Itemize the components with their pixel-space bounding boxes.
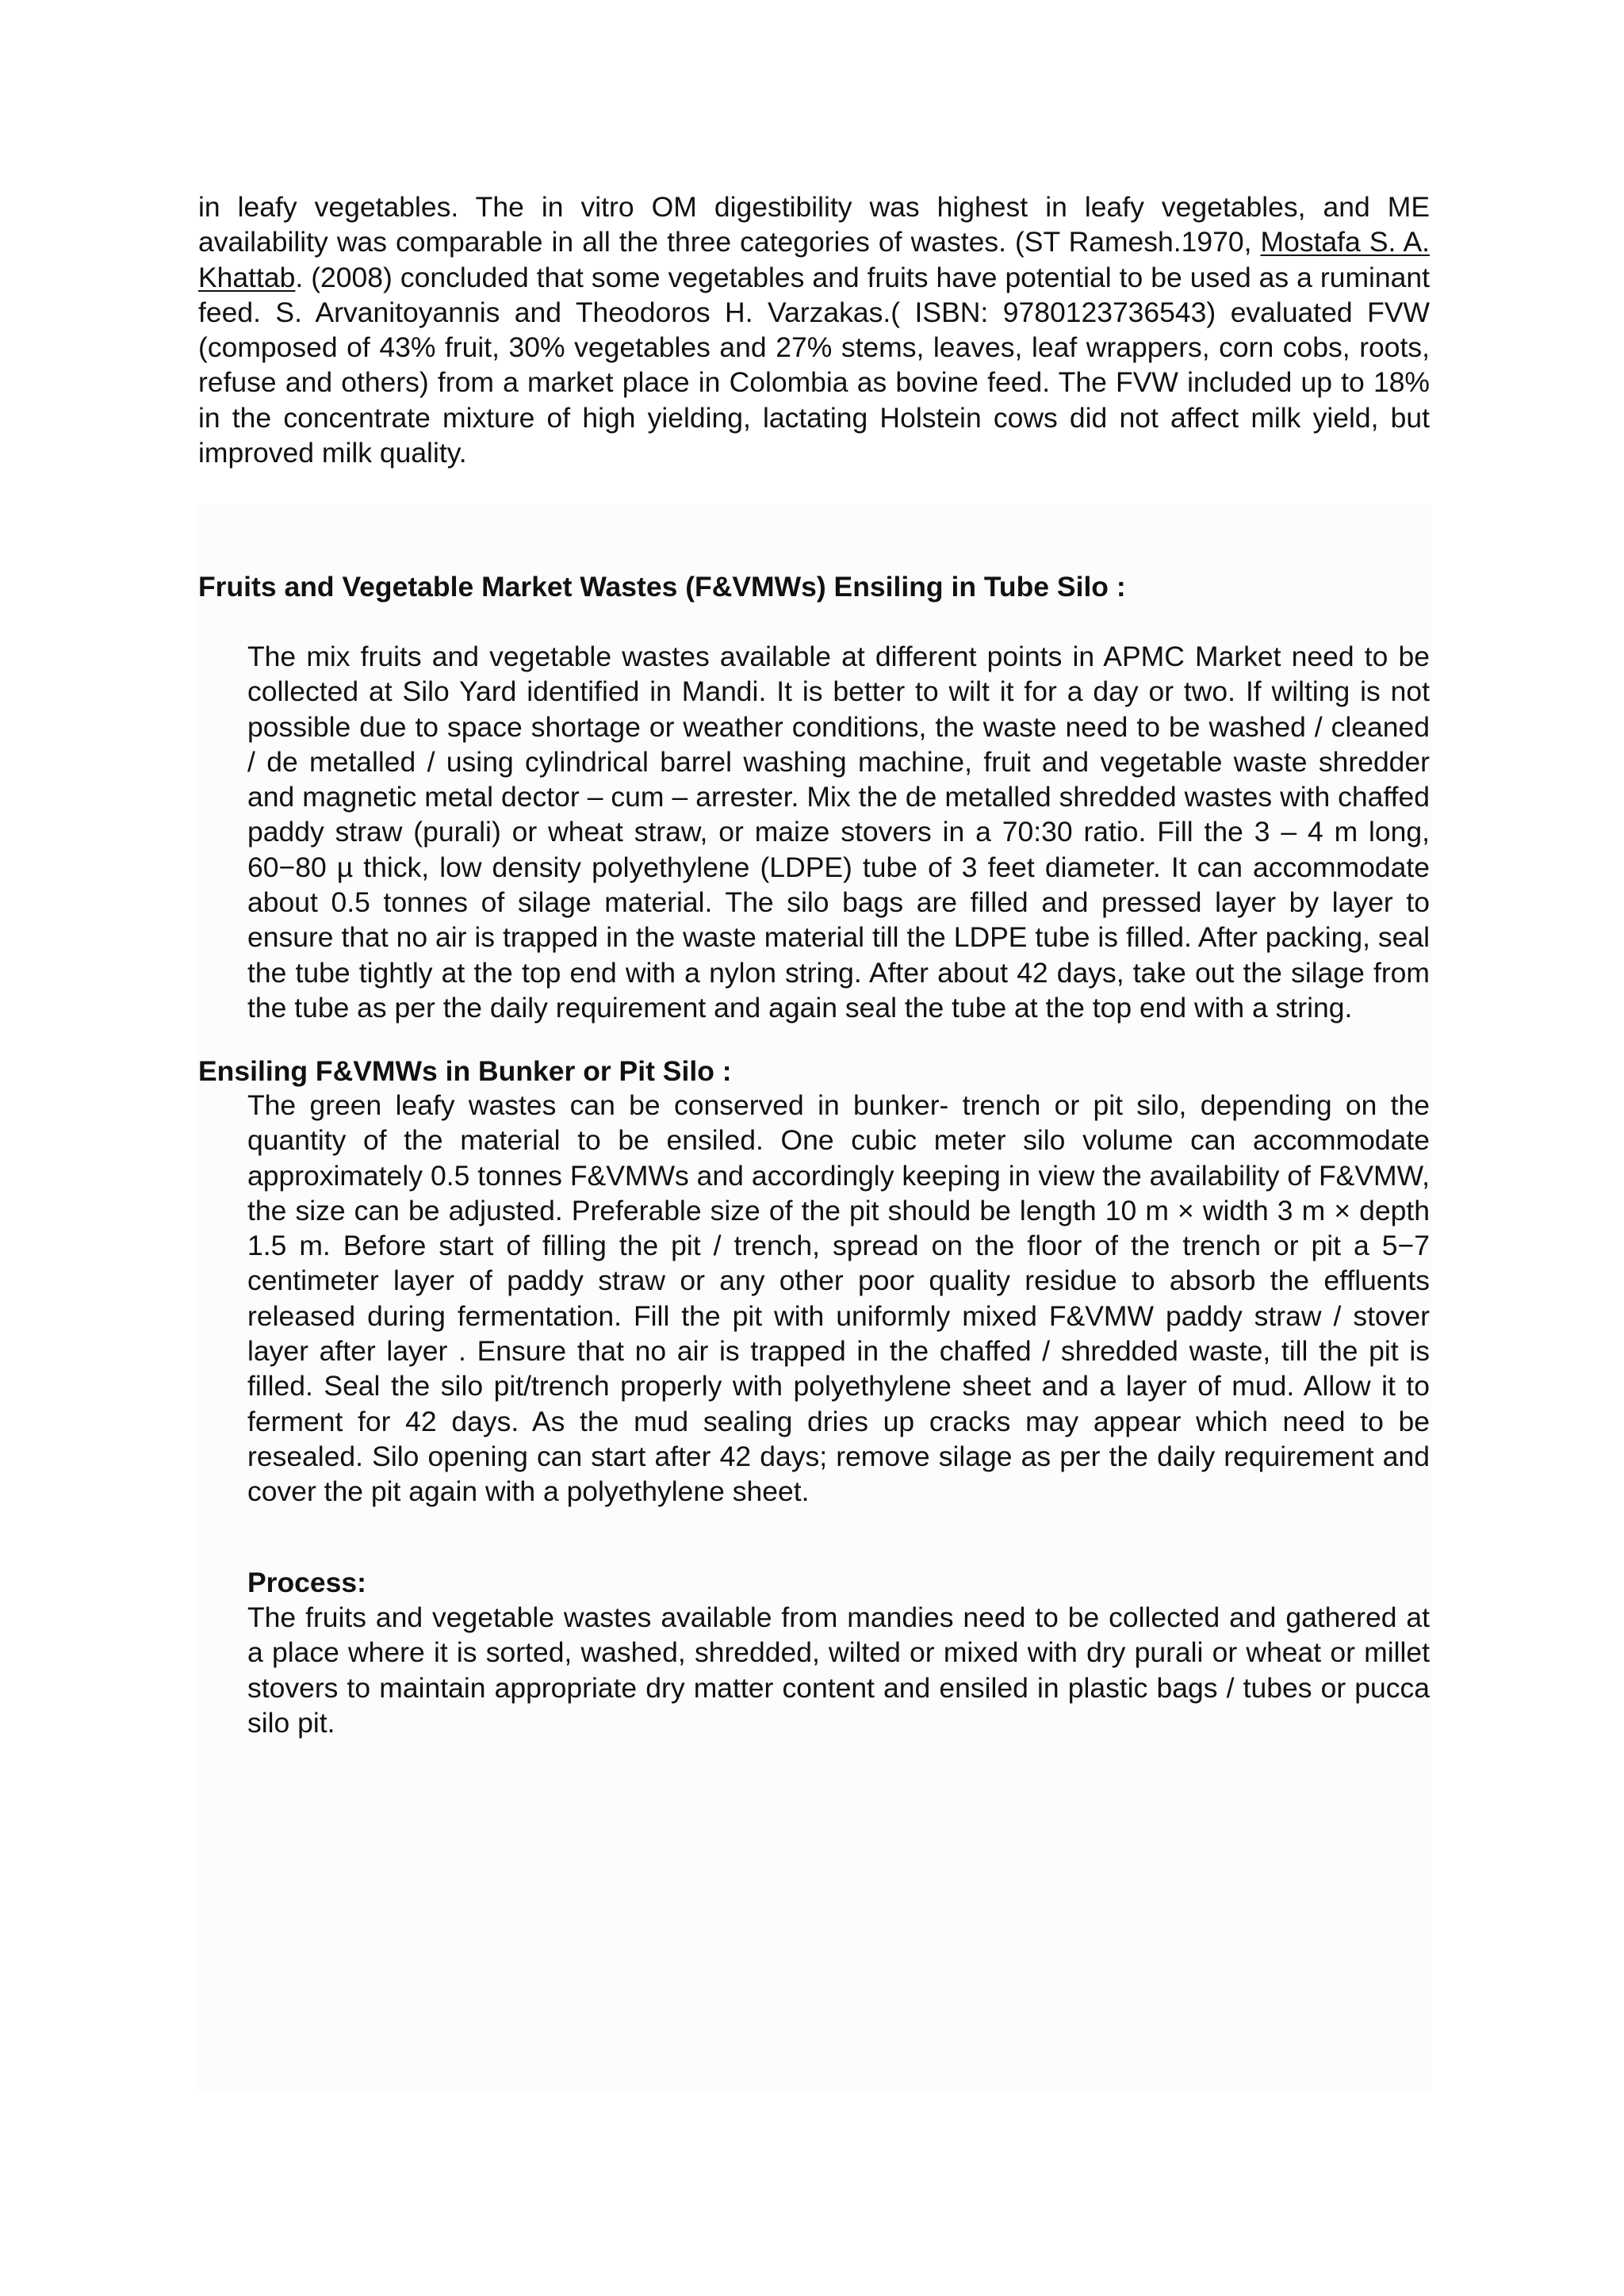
process-paragraph: The fruits and vegetable wastes available from mandies need to be collected and gathered at a place where it is sorted, washed, shredded, wilted or mixed with dry purali or wheat or millet stovers to maintain appropriate dry matter content and ensiled in plastic bags / tubes or pucca silo pit. [247,1601,1430,1739]
author-link[interactable]: Mostafa S. A. Khattab [198,226,1430,293]
intro-paragraph [198,189,1430,470]
tube-silo-paragraph: The mix fruits and vegetable wastes available at different points in APMC Market need to be collected at Silo Yard identified in Mandi. It is better to wilt it for a day or two. If wilting is not possible due to space shortage or weather conditions, the waste need to be washed / cleaned / de metalled / using cylindrical barrel washing machine, fruit and vegetable waste shredder and magnetic metal dector – cum – arrester. Mix the de metalled shredded wastes with chaffed paddy straw (purali) or wheat straw, or maize stovers in a 70:30 ratio. Fill the 3 – 4 m long, 60−80 µ thick, low density polyethylene (LDPE) tube of 3 feet diameter. It can accommodate about 0.5 tonnes of silage material. The silo bags are filled and pressed layer by layer to ensure that no air is trapped in the waste material till the LDPE tube is filled. After packing, seal the tube tightly at the top end with a nylon string. After about 42 days, take out the silage from the tube as per the daily requirement and again seal the tube at the top end with a string. [247,641,1430,1024]
process-heading: Process: [247,1567,366,1598]
intro-text-after-link: . (2008) concluded that some vegetables and fruits have potential to be used as a ruminant feed. S. Arvanitoyannis and Theodoros H. Varzakas.( ISBN: 9780123736543) evaluated FVW (composed of 43% fruit, 30% vegetables and 27% stems, leaves, leaf wrappers, corn cobs, roots, refuse and others) from a market place in Colombia as bovine feed. The FVW included up to 18% in the concentrate mixture of high yielding, lactating Holstein cows did not affect milk yield, but improved milk quality. [198,261,1430,469]
tube-silo-heading: Fruits and Vegetable Market Wastes (F&VMWs) Ensiling in Tube Silo : [198,571,1126,603]
intro-text-before-link: in leafy vegetables. The in vitro OM digestibility was highest in leafy vegetables, and ME availability was comparable in all the three categories of wastes. (ST Ramesh.1970, [198,191,1430,258]
pit-silo-heading: Ensiling F&VMWs in Bunker or Pit Silo : [198,1055,732,1087]
pit-silo-paragraph: The green leafy wastes can be conserved in bunker- trench or pit silo, depending on the quantity of the material to be ensiled. One cubic meter silo volume can accommodate approximately 0.5 tonnes F&VMWs and accordingly keeping in view the availability of F&VMW, the size can be adjusted. Preferable size of the pit should be length 10 m × width 3 m × depth 1.5 m. Before start of filling the pit / trench, spread on the floor of the trench or pit a 5−7 centimeter layer of paddy straw or any other poor quality residue to absorb the effluents released during fermentation. Fill the pit with uniformly mixed F&VMW paddy straw / stover layer after layer . Ensure that no air is trapped in the chaffed / shredded waste, till the pit is filled. Seal the silo pit/trench properly with polyethylene sheet and a layer of mud. Allow it to ferment for 42 days. As the mud sealing dries up cracks may appear which need to be resealed. Silo opening can start after 42 days; remove silage as per the daily requirement and cover the pit again with a polyethylene sheet. [247,1089,1430,1508]
